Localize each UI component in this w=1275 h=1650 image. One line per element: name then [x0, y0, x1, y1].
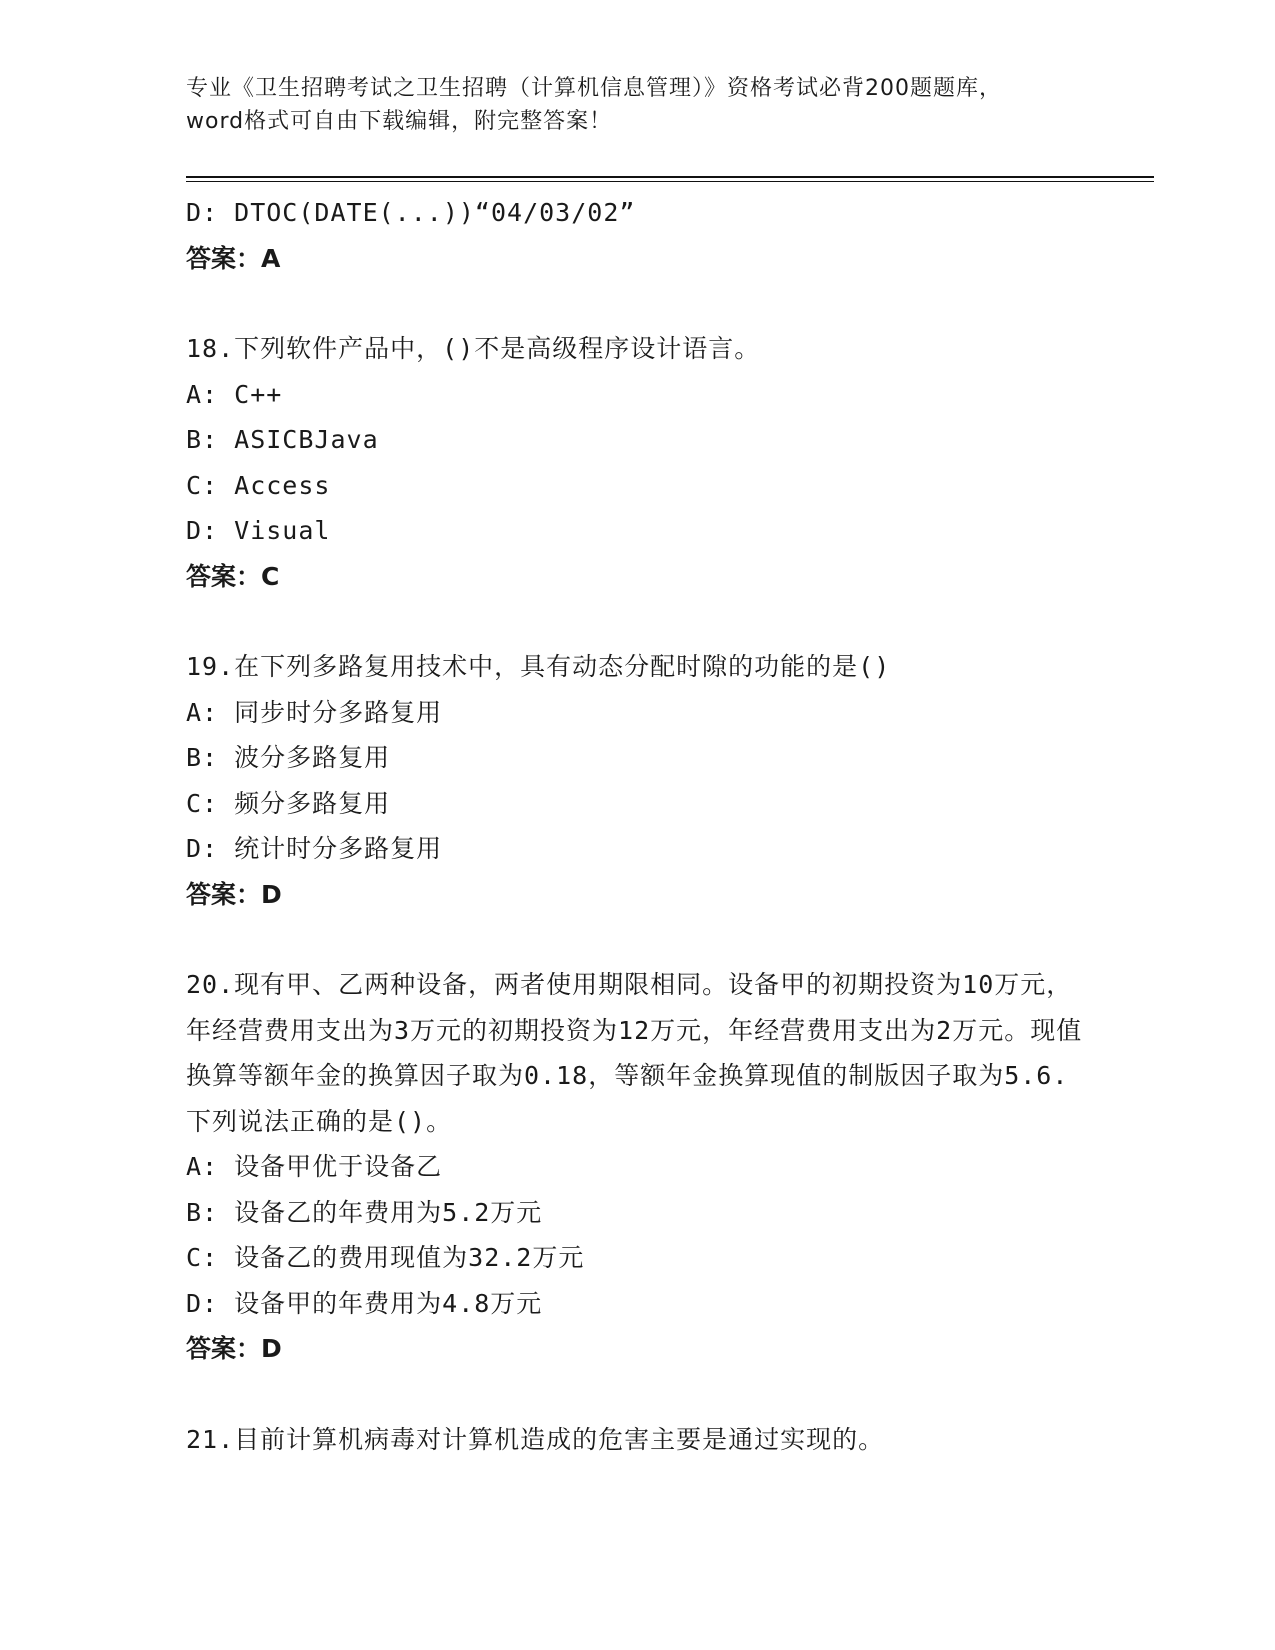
header-divider-thin: [186, 181, 1154, 182]
question-21: [186, 1417, 1086, 1463]
header-divider-thick: [186, 176, 1154, 178]
spacer: [186, 281, 1086, 326]
option-b: B: 设备乙的年费用为5.2万元: [186, 1197, 543, 1227]
option-b: B: ASICBJava: [186, 425, 379, 454]
spacer: [186, 1372, 1086, 1417]
option-d: D: 设备甲的年费用为4.8万元: [186, 1288, 543, 1318]
question-stem: 20.现有甲、乙两种设备，两者使用期限相同。设备甲的初期投资为10万元，年经营费用支出为3万元的初期投资为12万元，年经营费用支出为2万元。现值换算等额年金的换算因子取为0.18，等额年金换算现值的制版因子取为5.6.下列说法正确的是()。: [186, 970, 1083, 1136]
document-header: [186, 72, 1086, 138]
answer-line: 答案：D: [186, 1334, 282, 1363]
option-a: A: C++: [186, 379, 283, 409]
option-b: B: 波分多路复用: [186, 743, 391, 772]
question-19: [186, 644, 1086, 917]
answer-line: 答案：A: [186, 243, 281, 273]
answer-line: 答案：C: [186, 561, 280, 591]
question-stem: 19.在下列多路复用技术中，具有动态分配时隙的功能的是(): [186, 652, 891, 681]
option-c: C: Access: [186, 470, 331, 500]
header-title-line-1: 专业《卫生招聘考试之卫生招聘（计算机信息管理）》资格考试必背200题题库，: [186, 76, 1002, 101]
question-17-tail: [186, 190, 1086, 281]
spacer: [186, 599, 1086, 644]
option-c: C: 设备乙的费用现值为32.2万元: [186, 1243, 585, 1272]
header-title-line-2: word格式可自由下载编辑，附完整答案！: [186, 109, 613, 134]
option-a: A: 设备甲优于设备乙: [186, 1152, 443, 1181]
question-18: [186, 326, 1086, 599]
option-d: D: 统计时分多路复用: [186, 834, 443, 863]
option-d: D: Visual: [186, 516, 331, 545]
answer-line: 答案：D: [186, 879, 282, 909]
question-stem: 21.目前计算机病毒对计算机造成的危害主要是通过实现的。: [186, 1424, 885, 1454]
question-list: [186, 190, 1086, 1462]
question-stem: 18.下列软件产品中，()不是高级程序设计语言。: [186, 334, 761, 363]
option-c: C: 频分多路复用: [186, 788, 391, 818]
spacer: [186, 917, 1086, 962]
option-d: D: DTOC(DATE(...))“04/03/02”: [186, 198, 636, 227]
question-20: [186, 962, 1086, 1372]
option-a: A: 同步时分多路复用: [186, 697, 443, 727]
